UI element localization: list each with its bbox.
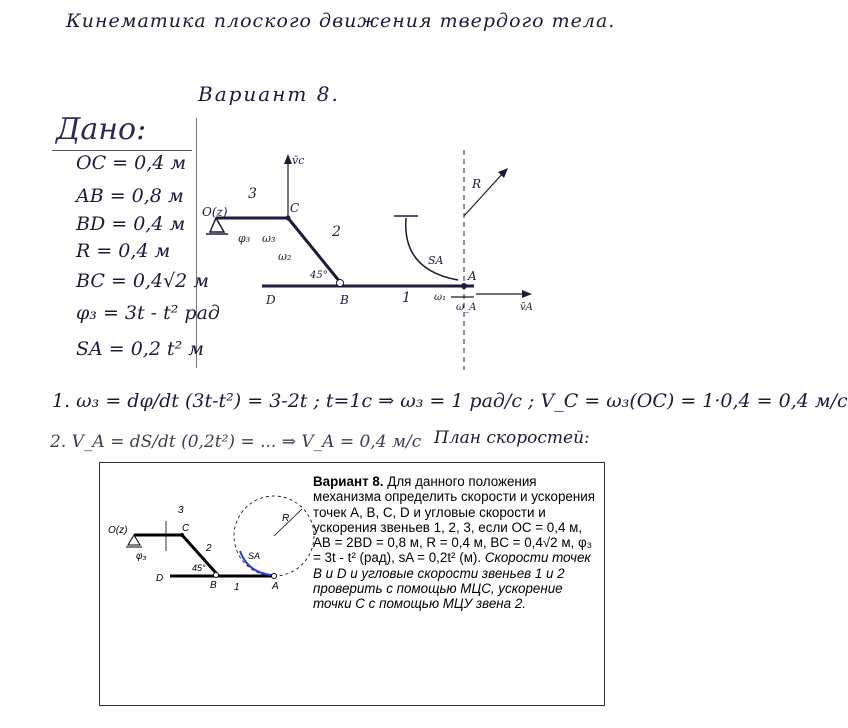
label-angle: 45°	[310, 270, 328, 281]
task-text	[313, 474, 598, 612]
vc-arrowhead-icon	[284, 154, 292, 164]
velocity-plan-label: План скоростей:	[434, 428, 590, 448]
printed-point-a	[272, 574, 277, 579]
printed-mechanism-diagram	[106, 491, 306, 631]
printed-joint-b	[214, 573, 219, 578]
solution-line-2: 2. V_A = dS/dt (0,2t²) = ... ⇒ V_A = 0,4 м/с	[50, 432, 422, 452]
label-2: 2	[332, 224, 341, 240]
printed-label-3: 3	[178, 505, 184, 516]
given-r: R = 0,4 м	[76, 240, 171, 262]
solution-line-1: 1. ω₃ = dφ/dt (3t-t²) = 3-2t ; t=1c ⇒ ω₃ = 1 рад/с ; V_C = ω₃(OC) = 1·0,4 = 0,4 м/с	[52, 390, 848, 412]
label-a: A	[468, 269, 477, 283]
label-va: v̄A	[520, 302, 533, 313]
given-title: Дано:	[56, 112, 147, 147]
label-d: D	[266, 293, 276, 307]
support-o-icon	[210, 218, 224, 232]
handwritten-mechanism-diagram	[196, 120, 662, 380]
label-w2: ω₂	[278, 250, 292, 263]
label-phi3: φ₃	[238, 232, 251, 245]
label-w1: ω₁	[434, 292, 447, 303]
given-oc: OC = 0,4 м	[76, 152, 187, 174]
r-arrow	[464, 172, 504, 216]
printed-label-2: 2	[206, 543, 212, 554]
label-r: R	[472, 177, 482, 191]
handwritten-title: Кинематика плоского движения твердого тела.	[66, 10, 616, 32]
printed-label-angle: 45°	[192, 563, 206, 573]
va-arrowhead-icon	[522, 290, 532, 298]
printed-label-r: R	[282, 513, 290, 524]
label-3: 3	[248, 186, 257, 202]
given-phi3: φ₃ = 3t - t² рад	[76, 302, 220, 324]
label-vc: v̄c	[292, 154, 305, 167]
printed-label-d: D	[156, 573, 164, 584]
printed-label-c: C	[182, 523, 190, 534]
printed-task-box	[99, 462, 605, 706]
label-sa: SA	[428, 254, 444, 267]
label-o: O(z)	[202, 205, 228, 219]
printed-label-1: 1	[234, 582, 240, 593]
given-ab: AB = 0,8 м	[76, 185, 184, 207]
sa-arc	[406, 218, 458, 280]
task-body: Для данного положения механизма определить скорости и ускорения точек A, B, C, D и угловые скорости и ускорения звеньев 1, 2, 3, если OC = 0,4 м, AB = 2BD = 0,8 м, R = 0,4 м, BC = 0,4√2 м, φ₃ = 3t - t² (рад), sA = 0,2t² (м).	[313, 474, 595, 566]
printed-label-o: O(z)	[108, 525, 128, 536]
given-bd: BD = 0,4 м	[76, 213, 186, 235]
printed-label-sa: SA	[248, 551, 261, 561]
printed-label-phi3: φ₃	[136, 551, 147, 562]
label-wa: ω_A	[456, 302, 477, 313]
label-1: 1	[402, 290, 411, 306]
handwritten-variant: Вариант 8.	[198, 82, 340, 106]
given-underline	[52, 150, 192, 151]
point-a	[461, 283, 467, 289]
given-sa: SA = 0,2 t² м	[76, 338, 205, 360]
joint-b	[337, 280, 344, 287]
printed-label-b: B	[210, 580, 217, 591]
label-c: C	[290, 201, 300, 215]
given-bc: BC = 0,4√2 м	[76, 270, 210, 292]
task-heading: Вариант 8.	[313, 474, 384, 489]
label-w3: ω₃	[262, 232, 276, 245]
printed-label-a: A	[272, 581, 279, 592]
label-b: B	[340, 293, 349, 307]
task-italic: Скорости точек B и D и угловые скорости звеньев 1 и 2 проверить с помощью МЦС, ускорение точки C с помощью МЦУ звена 2.	[313, 550, 591, 612]
